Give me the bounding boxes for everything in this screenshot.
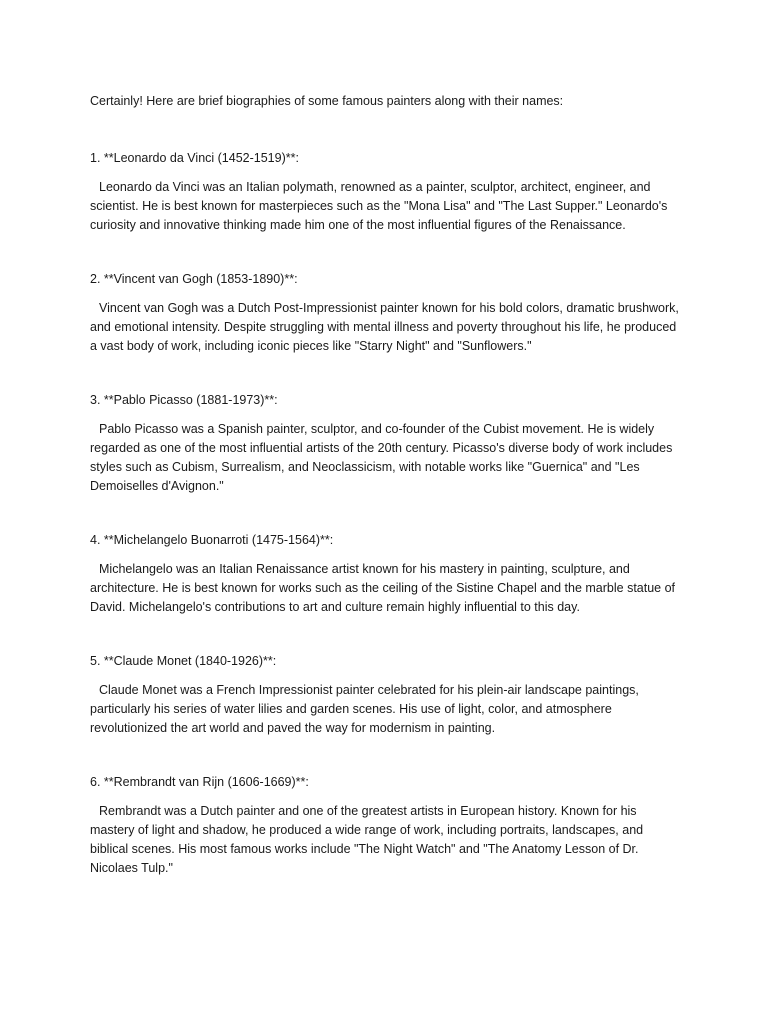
entry-heading: 6. **Rembrandt van Rijn (1606-1669)**:: [90, 775, 309, 789]
entry-heading: 2. **Vincent van Gogh (1853-1890)**:: [90, 272, 298, 286]
entry-body: Leonardo da Vinci was an Italian polymath, renowned as a painter, sculptor, architect, engineer, and scientist. He is best known for masterpieces such as the "Mona Lisa" and "The Last Supper." Leonardo's curiosity and innovative thinking made him one of the most influential figures of the Renaissance.: [90, 180, 668, 232]
entry-body: Michelangelo was an Italian Renaissance artist known for his mastery in painting, sculpture, and architecture. He is best known for works such as the ceiling of the Sistine Chapel and the marble statue of David. Michelangelo's contributions to art and culture remain highly influential to this day.: [90, 562, 676, 614]
entry-heading: 4. **Michelangelo Buonarroti (1475-1564)**:: [90, 533, 334, 547]
entry-body: Claude Monet was a French Impressionist painter celebrated for his plein-air landscape paintings, particularly his series of water lilies and garden scenes. His use of light, color, and atmosphere revolutionized the art world and paved the way for modernism in painting.: [90, 683, 639, 735]
entry-body: Pablo Picasso was a Spanish painter, sculptor, and co-founder of the Cubist movement. He is widely regarded as one of the most influential artists of the 20th century. Picasso's diverse body of work includes styles such as Cubism, Surrealism, and Neoclassicism, with notable works like "Guernica" and "Les Demoiselles d'Avignon.": [90, 422, 673, 493]
document-page: [90, 92, 680, 913]
painter-entry-rembrandt: [90, 773, 680, 878]
entry-heading: 3. **Pablo Picasso (1881-1973)**:: [90, 393, 278, 407]
painter-entry-monet: [90, 652, 680, 738]
entry-body: Vincent van Gogh was a Dutch Post-Impressionist painter known for his bold colors, dramatic brushwork, and emotional intensity. Despite struggling with mental illness and poverty throughout his life, he produced a vast body of work, including iconic pieces like "Starry Night" and "Sunflowers.": [90, 301, 679, 353]
painter-entry-michelangelo: [90, 531, 680, 617]
intro-paragraph: Certainly! Here are brief biographies of some famous painters along with their names:: [90, 94, 564, 108]
entry-body: Rembrandt was a Dutch painter and one of the greatest artists in European history. Known for his mastery of light and shadow, he produced a wide range of work, including portraits, landscapes, and biblical scenes. His most famous works include "The Night Watch" and "The Anatomy Lesson of Dr. Nicolaes Tulp.": [90, 804, 644, 875]
entry-heading: 5. **Claude Monet (1840-1926)**:: [90, 654, 277, 668]
painter-entry-van-gogh: [90, 270, 680, 356]
painter-entry-leonardo: [90, 149, 680, 235]
painter-entry-picasso: [90, 391, 680, 496]
entry-heading: 1. **Leonardo da Vinci (1452-1519)**:: [90, 151, 299, 165]
